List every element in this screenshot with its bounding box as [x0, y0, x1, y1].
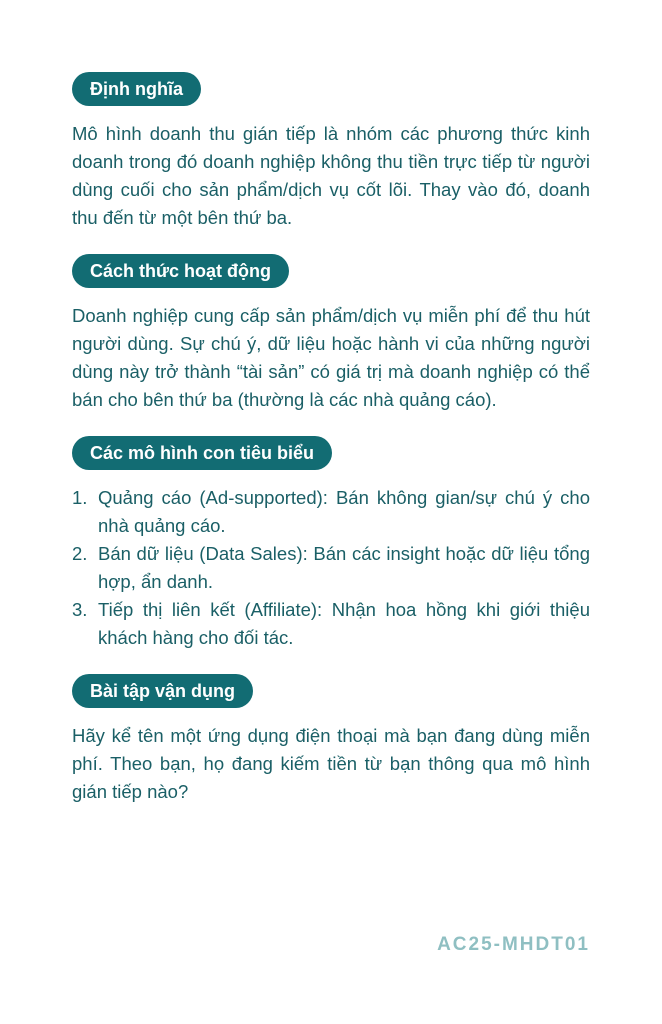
list-item [72, 484, 590, 540]
document-page [72, 72, 590, 828]
list-item-text: Bán dữ liệu (Data Sales): Bán các insight hoặc dữ liệu tổng hợp, ẩn danh. [98, 543, 590, 592]
list-item-number: 3. [72, 599, 88, 620]
section-sub-models [72, 436, 590, 652]
section-body: Mô hình doanh thu gián tiếp là nhóm các phương thức kinh doanh trong đó doanh nghiệp không thu tiền trực tiếp từ người dùng cuối cho sản phẩm/dịch vụ cốt lõi. Thay vào đó, doanh thu đến từ một bên thứ ba. [72, 123, 590, 228]
list-item-number: 2. [72, 543, 88, 564]
section-body: Hãy kể tên một ứng dụng điện thoại mà bạn đang dùng miễn phí. Theo bạn, họ đang kiếm tiền từ bạn thông qua mô hình gián tiếp nào? [72, 725, 590, 802]
section-heading: Định nghĩa [72, 72, 201, 106]
list-item [72, 596, 590, 652]
section-heading: Cách thức hoạt động [72, 254, 289, 288]
section-body: Doanh nghiệp cung cấp sản phẩm/dịch vụ miễn phí để thu hút người dùng. Sự chú ý, dữ liệu hoặc hành vi của những người dùng này trở thành “tài sản” có giá trị mà doanh nghiệp có thể bán cho bên thứ ba (thường là các nhà quảng cáo). [72, 305, 590, 410]
section-definition [72, 72, 590, 232]
list-item-number: 1. [72, 487, 88, 508]
section-heading: Các mô hình con tiêu biểu [72, 436, 332, 470]
list-item-text: Quảng cáo (Ad-supported): Bán không gian/sự chú ý cho nhà quảng cáo. [98, 487, 590, 536]
section-heading: Bài tập vận dụng [72, 674, 253, 708]
list-item-text: Tiếp thị liên kết (Affiliate): Nhận hoa hồng khi giới thiệu khách hàng cho đối tác. [98, 599, 590, 648]
section-exercise [72, 674, 590, 806]
list-item [72, 540, 590, 596]
section-how-it-works [72, 254, 590, 414]
sub-model-list [72, 484, 590, 652]
document-code: AC25-MHDT01 [437, 934, 590, 955]
